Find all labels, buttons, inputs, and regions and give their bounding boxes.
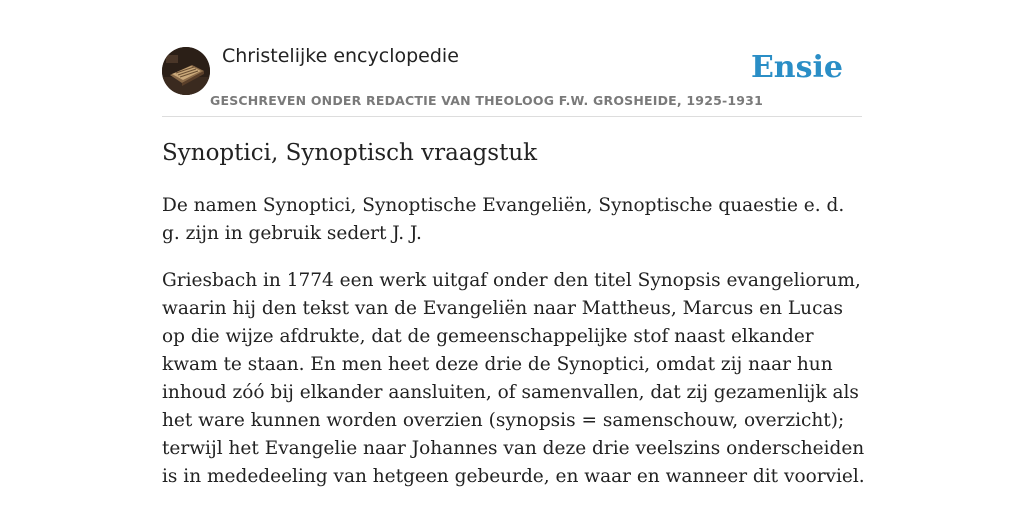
header: [162, 0, 862, 117]
source-avatar[interactable]: [162, 47, 210, 95]
brand-logo[interactable]: Ensie: [750, 50, 843, 85]
page: [162, 0, 865, 487]
source-subtitle: GESCHREVEN ONDER REDACTIE VAN THEOLOOG F.W. GROSHEIDE, 1925-1931: [210, 93, 763, 108]
article-paragraph: Griesbach in 1774 een werk uitgaf onder den titel Synopsis evangeliorum, waarin hij den tekst van de Evangeliën naar Mattheus, Marcus en Lucas op die wijze afdrukte, dat de gemeenschappelijke stof naast elkander kwam te staan. En men heet deze drie de Synoptici, omdat zij naar hun inhoud zóó bij elkander aansluiten, of samenvallen, dat zij gezamenlijk als het ware kunnen worden overzien (synopsis = samenschouw, overzicht); terwijl het Evangelie naar Johannes van deze drie veelszins onderscheiden is in mededeeling van hetgeen gebeurde, en waar en wanneer dit voorviel.: [162, 270, 865, 487]
article-paragraph: De namen Synoptici, Synoptische Evangeliën, Synoptische quaestie e. d. g. zijn in gebruik sedert J. J.: [162, 195, 845, 244]
article-title: Synoptici, Synoptisch vraagstuk: [162, 140, 538, 166]
book-image-icon: [162, 47, 210, 95]
source-title[interactable]: Christelijke encyclopedie: [222, 45, 459, 67]
